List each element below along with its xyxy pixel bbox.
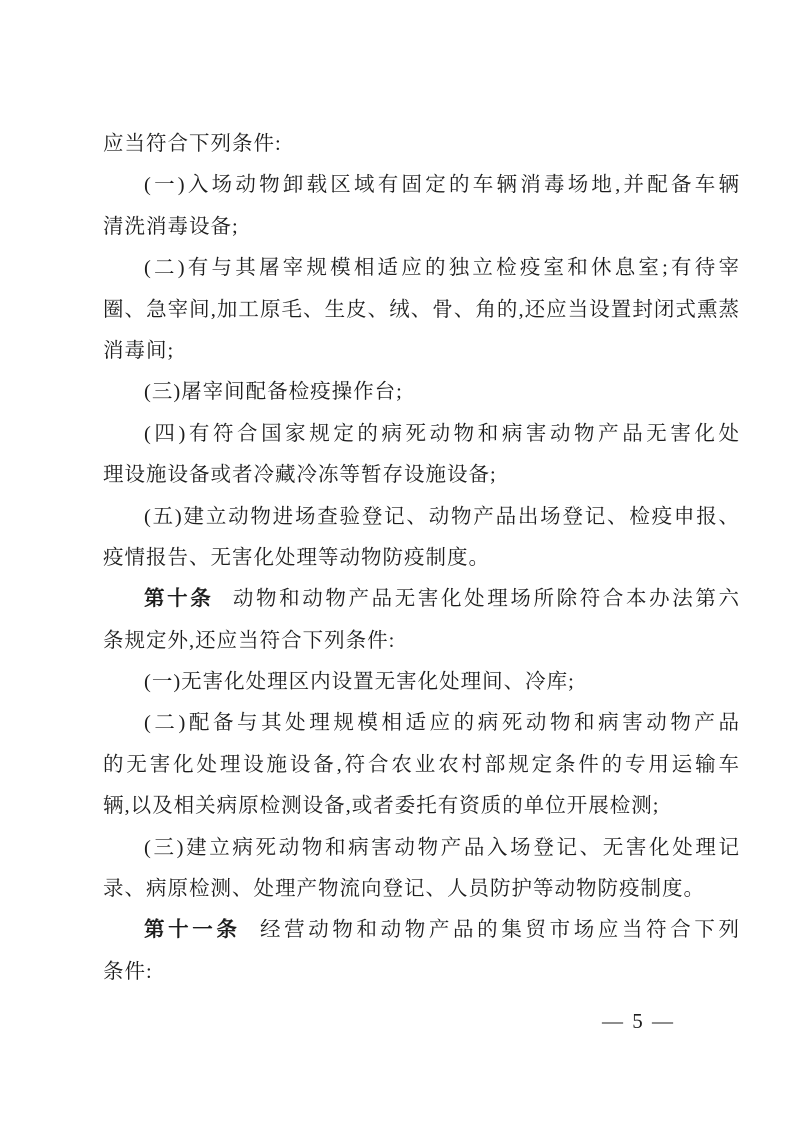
text-line-article-11: [103, 910, 740, 951]
text-line: (一)入场动物卸载区域有固定的车辆消毒场地,并配备车辆: [144, 174, 740, 197]
article-text: 经营动物和动物产品的集贸市场应当符合下列: [260, 919, 741, 942]
text-line: (一)无害化处理区内设置无害化处理间、冷库;: [144, 671, 575, 694]
text-line: 辆,以及相关病原检测设备,或者委托有资质的单位开展检测;: [103, 795, 660, 818]
article-text: 动物和动物产品无害化处理场所除符合本办法第六: [232, 588, 741, 611]
article-number: 第十一条: [144, 919, 241, 942]
article-number: 第十条: [144, 588, 214, 611]
text-line: 条规定外,还应当符合下列条件:: [103, 629, 396, 652]
text-line: (二)有与其屠宰规模相适应的独立检疫室和休息室;有待宰: [144, 257, 740, 280]
text-line: (三)建立病死动物和病害动物产品入场登记、无害化处理记: [144, 836, 740, 859]
text-line: 疫情报告、无害化处理等动物防疫制度。: [103, 546, 490, 569]
text-line-article-10: [103, 579, 740, 620]
text-line: 的无害化处理设施设备,符合农业农村部规定条件的专用运输车: [103, 753, 740, 776]
text-line: 应当符合下列条件:: [103, 133, 282, 155]
text-line: 理设施设备或者冷藏冷冻等暂存设施设备;: [103, 464, 497, 487]
text-line: (二)配备与其处理规模相适应的病死动物和病害动物产品: [144, 712, 740, 735]
text-line: 条件:: [103, 960, 153, 983]
text-line: (三)屠宰间配备检疫操作台;: [144, 381, 403, 404]
text-line: 消毒间;: [103, 339, 175, 362]
text-line: (四)有符合国家规定的病死动物和病害动物产品无害化处: [144, 422, 740, 445]
document-body: [103, 124, 740, 993]
text-line: 录、病原检测、处理产物流向登记、人员防护等动物防疫制度。: [103, 878, 705, 901]
page-number: — 5 —: [602, 1009, 675, 1033]
text-line: (五)建立动物进场查验登记、动物产品出场登记、检疫申报、: [144, 505, 740, 528]
text-line: 圈、急宰间,加工原毛、生皮、绒、骨、角的,还应当设置封闭式熏蒸: [103, 298, 740, 321]
text-line: 清洗消毒设备;: [103, 215, 239, 238]
